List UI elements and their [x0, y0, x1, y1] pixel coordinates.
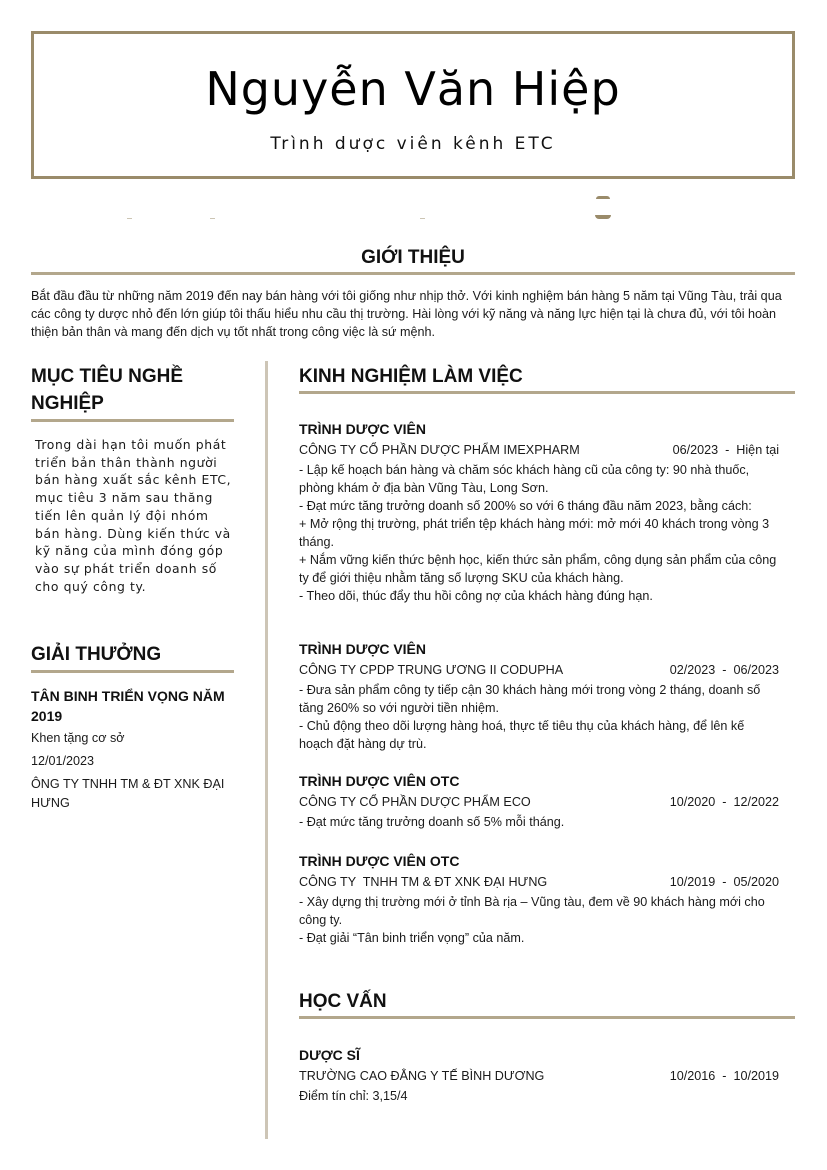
- job-item: [299, 772, 779, 831]
- intro-text: Bắt đầu đầu từ những năm 2019 đến nay bán hàng với tôi giống như nhịp thở. Với kinh nghiệm bán hàng 5 năm tại Vũng Tàu, trải qua các công ty dược nhỏ đến lớn giúp tôi thấu hiểu nhu cầu thị trường. Hài lòng với kỹ năng và năng lực hiện tại là chưa đủ, với tôi hoàn thiện bản thân và mang đến dịch vụ tốt nhất trong công việc là sứ mệnh.: [31, 289, 782, 339]
- award-type: Khen tặng cơ sở: [31, 731, 125, 745]
- education-title: HỌC VẤN: [299, 991, 387, 1012]
- award-issuer: ÔNG TY TNHH TM & ĐT XNK ĐẠI HƯNG: [31, 777, 225, 810]
- awards-section: [31, 641, 234, 813]
- job-desc-line: + Nắm vững kiến thức bệnh học, kiến thức sản phẩm, công dụng sản phẩm của công ty để giới thiệu nhằm tăng số lượng SKU của khách hàng.: [299, 553, 777, 585]
- job-period: 02/2023 - 06/2023: [669, 663, 779, 677]
- job-description: [299, 893, 779, 947]
- job-desc-line: - Theo dõi, thúc đẩy thu hồi công nợ của khách hàng đúng hạn.: [299, 589, 653, 603]
- job-item: [299, 420, 779, 605]
- job-role: TRÌNH DƯỢC VIÊN OTC: [299, 773, 460, 789]
- education-school: TRƯỜNG CAO ĐẲNG Y TẾ BÌNH DƯƠNG: [299, 1069, 545, 1083]
- job-company: CÔNG TY CPDP TRUNG ƯƠNG II CODUPHA: [299, 663, 564, 677]
- job-desc-line: - Xây dựng thị trường mới ở tỉnh Bà rịa – Vũng tàu, đem về 90 khách hàng mới cho công ty.: [299, 895, 765, 927]
- award-date: 12/01/2023: [31, 754, 95, 768]
- job-description: [299, 461, 779, 605]
- education-gpa: Điểm tín chỉ: 3,15/4: [299, 1089, 408, 1103]
- column-divider: [265, 361, 268, 1139]
- candidate-name: Nguyễn Văn Hiệp: [205, 62, 621, 116]
- job-item: [299, 852, 779, 947]
- experience-header: [299, 363, 795, 394]
- career-goal-divider: [31, 419, 234, 422]
- decorative-shape: [595, 215, 611, 219]
- job-role: TRÌNH DƯỢC VIÊN: [299, 641, 427, 657]
- job-company: CÔNG TY CỔ PHẦN DƯỢC PHẨM IMEXPHARM: [299, 443, 580, 457]
- job-desc-line: - Đạt mức tăng trưởng doanh số 5% mỗi tháng.: [299, 815, 565, 829]
- job-company: CÔNG TY CỔ PHẦN DƯỢC PHẨM ECO: [299, 795, 531, 809]
- job-desc-line: - Đạt mức tăng trưởng doanh số 200% so với 6 tháng đầu năm 2023, bằng cách:: [299, 499, 752, 513]
- award-name: TÂN BINH TRIỂN VỌNG NĂM 2019: [31, 688, 225, 724]
- candidate-title: Trình dược viên kênh ETC: [270, 134, 556, 154]
- decorative-dot: [420, 218, 425, 219]
- decorative-dot: [210, 218, 215, 219]
- intro-section-title: GIỚI THIỆU: [361, 247, 465, 268]
- education-period: 10/2016 - 10/2019: [669, 1069, 779, 1083]
- job-item: [299, 640, 779, 753]
- job-description: [299, 813, 779, 831]
- job-company: CÔNG TY TNHH TM & ĐT XNK ĐẠI HƯNG: [299, 875, 548, 889]
- experience-divider: [299, 391, 795, 394]
- job-desc-line: - Lập kế hoạch bán hàng và chăm sóc khách hàng cũ của công ty: 90 nhà thuốc, phòng khám ở địa bàn Vũng Tàu, Long Sơn.: [299, 463, 750, 495]
- education-header: [299, 988, 795, 1019]
- job-period: 10/2019 - 05/2020: [669, 875, 779, 889]
- job-desc-line: + Mở rộng thị trường, phát triển tệp khách hàng mới: mở mới 40 khách trong vòng 3 tháng.: [299, 517, 770, 549]
- decorative-shape: [596, 196, 610, 199]
- job-desc-line: - Đưa sản phẩm công ty tiếp cận 30 khách hàng mới trong vòng 2 tháng, doanh số tăng 260% so với người tiền nhiệm.: [299, 683, 761, 715]
- education-degree: DƯỢC SĨ: [299, 1047, 360, 1063]
- career-goal-text: Trong dài hạn tôi muốn phát triển bản thân thành người bán hàng xuất sắc kênh ETC, mục tiêu 3 năm sau thăng tiến lên quản lý đội nhóm bán hàng. Dùng kiến thức và kỹ năng của mình đóng góp vào sự phát triển doanh số cho quý công ty.: [35, 437, 232, 594]
- job-desc-line: - Đạt giải “Tân binh triển vọng” của năm.: [299, 931, 525, 945]
- header-box: [31, 31, 795, 179]
- career-goal-title: MỤC TIÊU NGHỀ NGHIỆP: [31, 366, 183, 414]
- awards-title: GIẢI THƯỞNG: [31, 644, 162, 665]
- job-description: [299, 681, 779, 753]
- job-period: 06/2023 - Hiện tại: [672, 443, 779, 457]
- awards-divider: [31, 670, 234, 673]
- experience-title: KINH NGHIỆM LÀM VIỆC: [299, 366, 523, 387]
- education-item: [299, 1046, 795, 1105]
- career-goal-section: [31, 363, 234, 595]
- decorative-dot: [127, 218, 132, 219]
- job-period: 10/2020 - 12/2022: [669, 795, 779, 809]
- intro-divider: [31, 272, 795, 275]
- job-role: TRÌNH DƯỢC VIÊN: [299, 421, 427, 437]
- job-role: TRÌNH DƯỢC VIÊN OTC: [299, 853, 460, 869]
- education-divider: [299, 1016, 795, 1019]
- job-desc-line: - Chủ động theo dõi lượng hàng hoá, thực tế tiêu thụ của khách hàng, để lên kế hoạch đặt hàng dự trù.: [299, 719, 745, 751]
